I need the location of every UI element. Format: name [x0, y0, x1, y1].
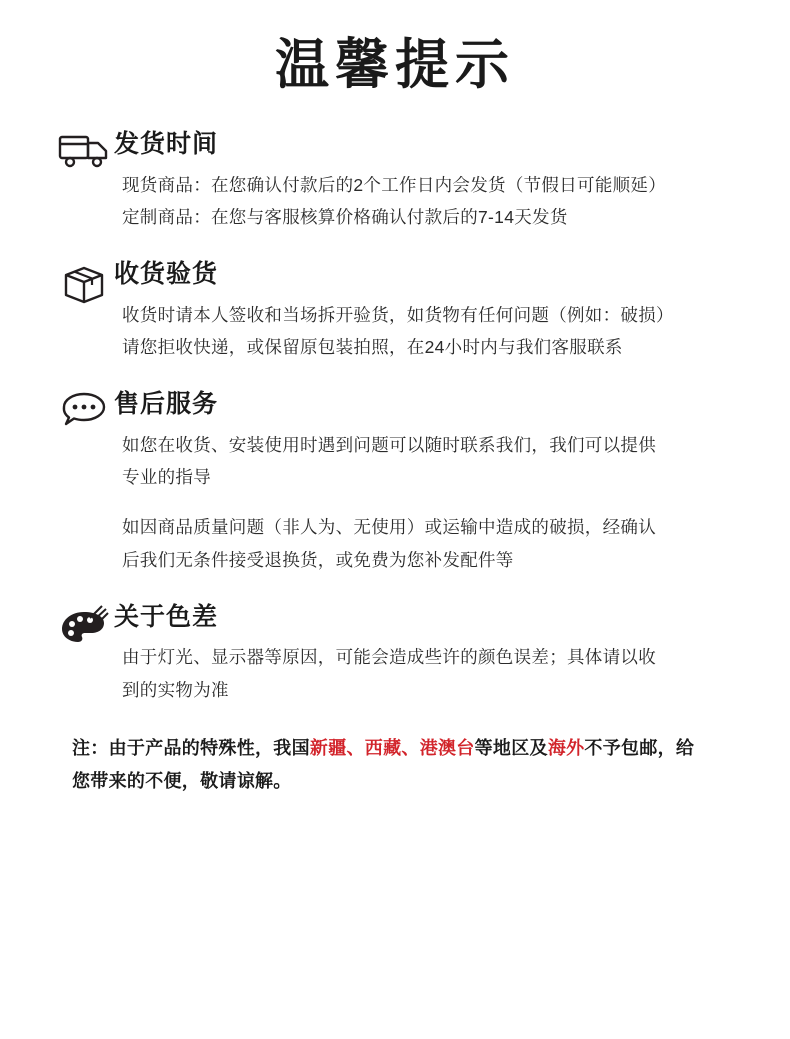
note-highlight-regions: 新疆、西藏、港澳台 [309, 738, 475, 759]
section-heading: 关于色差 [114, 603, 219, 632]
section-body [114, 429, 760, 577]
section-line: 如因商品质量问题（非人为、无使用）或运输中造成的破损，经确认 [122, 517, 656, 538]
section-line: 定制商品：在您与客服核算价格确认付款后的7-14天发货 [122, 207, 568, 228]
section-line: 如您在收货、安装使用时遇到问题可以随时联系我们，我们可以提供 [122, 434, 656, 455]
box-icon [58, 261, 108, 305]
chat-bubble-icon [58, 391, 108, 435]
notice-page [0, 36, 790, 1039]
section-heading: 发货时间 [114, 130, 219, 159]
truck-icon [58, 131, 108, 175]
section-body [114, 299, 760, 364]
section-receiving-inspection [30, 259, 760, 363]
section-after-sales [30, 389, 760, 576]
section-heading: 收货验货 [114, 260, 219, 289]
note-highlight-overseas: 海外 [547, 738, 585, 759]
section-body [114, 169, 760, 234]
note-text-part2: 等地区及 [474, 738, 548, 759]
section-shipping-time [30, 129, 760, 233]
page-title: 温馨提示 [275, 35, 515, 95]
section-line: 收货时请本人签收和当场拆开验货，如货物有任何问题（例如：破损） [122, 304, 674, 325]
shipping-restriction-note [72, 732, 730, 799]
note-text-part1: 注：由于产品的特殊性，我国 [72, 738, 310, 759]
section-line: 后我们无条件接受退换货，或免费为您补发配件等 [122, 549, 514, 570]
section-line: 由于灯光、显示器等原因，可能会造成些许的颜色误差；具体请以收 [122, 647, 656, 668]
section-line: 到的实物为准 [122, 679, 229, 700]
section-line: 请您拒收快递，或保留原包装拍照，在24小时内与我们客服联系 [122, 337, 623, 358]
palette-icon [58, 604, 108, 648]
section-body [114, 641, 760, 706]
section-heading: 售后服务 [114, 390, 219, 419]
note-text-part3: 不予包邮，给 [584, 738, 695, 759]
section-line: 专业的指导 [122, 467, 211, 488]
note-text-part4: 您带来的不便，敬请谅解。 [72, 771, 292, 792]
section-color-difference [30, 602, 760, 706]
section-line: 现货商品：在您确认付款后的2个工作日内会发货（节假日可能顺延） [122, 174, 667, 195]
